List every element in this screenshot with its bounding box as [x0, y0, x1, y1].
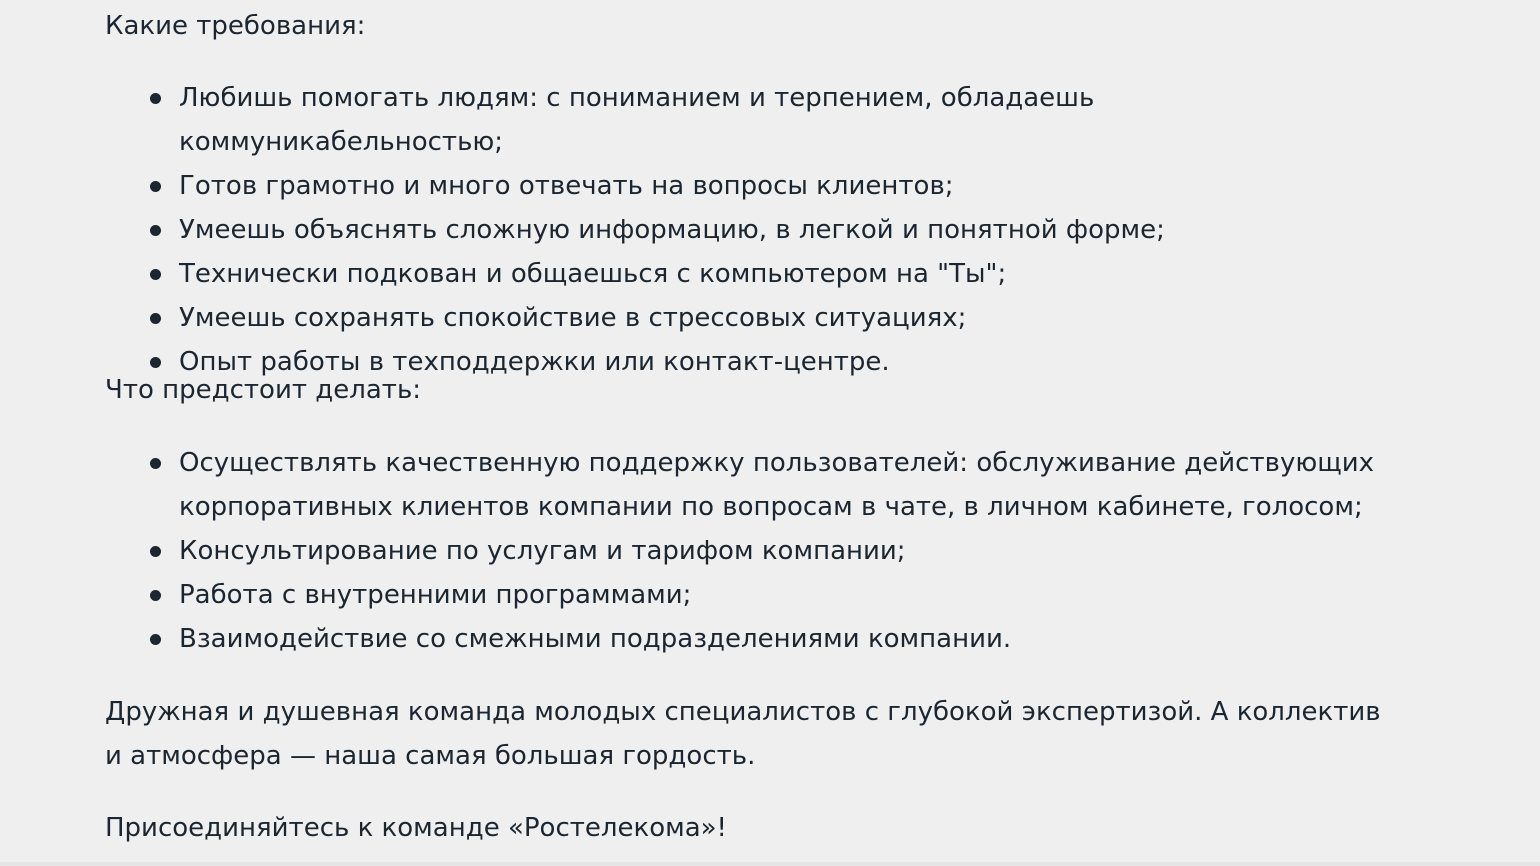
list-item-text: Взаимодействие со смежными подразделениями компании.: [179, 624, 1012, 654]
bullet-icon: [150, 357, 161, 368]
list-item: [105, 441, 1425, 529]
list-item-text: Осуществлять качественную поддержку пользователей: обслуживание действующих корпоративных клиентов компании по вопросам в чате, в личном кабинете, голосом;: [179, 448, 1374, 522]
bullet-icon: [150, 313, 161, 324]
requirements-list: [105, 76, 1425, 384]
list-item: [105, 296, 1425, 340]
bullet-icon: [150, 546, 161, 557]
join-paragraph: Присоединяйтесь к команде «Ростелекома»!: [105, 813, 727, 843]
list-item-text: Опыт работы в техподдержки или контакт-центре.: [179, 347, 890, 377]
list-item: [105, 573, 1425, 617]
tasks-list: [105, 441, 1425, 661]
list-item: [105, 76, 1425, 164]
list-item-text: Умеешь сохранять спокойствие в стрессовых ситуациях;: [179, 303, 967, 333]
bullet-icon: [150, 634, 161, 645]
bullet-icon: [150, 181, 161, 192]
list-item: [105, 252, 1425, 296]
team-paragraph: Дружная и душевная команда молодых специалистов с глубокой экспертизой. А коллектив и атмосфера — наша самая большая гордость.: [105, 697, 1381, 771]
list-item-text: Готов грамотно и много отвечать на вопросы клиентов;: [179, 171, 954, 201]
bullet-icon: [150, 225, 161, 236]
list-item: [105, 617, 1425, 661]
tasks-heading: Что предстоит делать:: [105, 375, 422, 405]
list-item-text: Любишь помогать людям: с пониманием и терпением, обладаешь коммуникабельностью;: [179, 83, 1095, 157]
bullet-icon: [150, 458, 161, 469]
list-item-text: Технически подкован и общаешься с компьютером на "Ты";: [179, 259, 1007, 289]
list-item: [105, 208, 1425, 252]
list-item: [105, 529, 1425, 573]
list-item-text: Умеешь объяснять сложную информацию, в легкой и понятной форме;: [179, 215, 1165, 245]
bullet-icon: [150, 590, 161, 601]
requirements-heading: Какие требования:: [105, 11, 366, 41]
list-item-text: Работа с внутренними программами;: [179, 580, 692, 610]
list-item: [105, 164, 1425, 208]
bottom-divider: [0, 862, 1540, 866]
bullet-icon: [150, 269, 161, 280]
bullet-icon: [150, 93, 161, 104]
list-item-text: Консультирование по услугам и тарифом компании;: [179, 536, 906, 566]
